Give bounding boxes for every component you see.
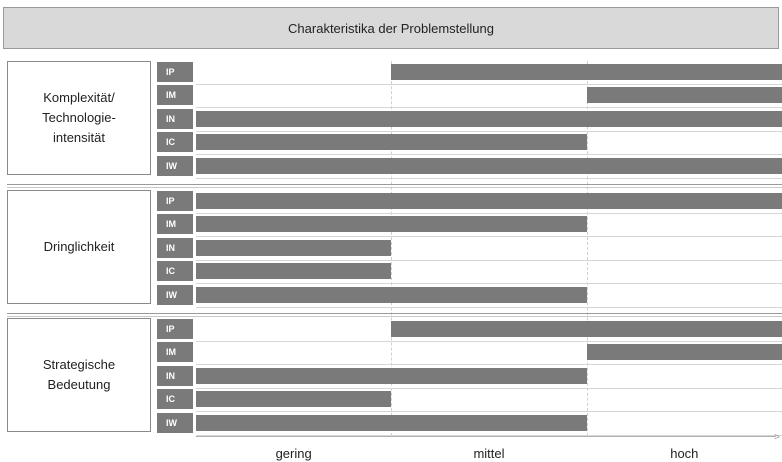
bar — [196, 240, 391, 256]
row-divider — [196, 107, 782, 108]
row-tag: IP — [157, 62, 193, 82]
bar — [196, 391, 391, 407]
row-tag: IW — [157, 285, 193, 305]
row-tag: IM — [157, 85, 193, 105]
row-divider — [196, 236, 782, 237]
group-separator — [7, 184, 782, 185]
row-tag: IP — [157, 191, 193, 211]
chart-title: Charakteristika der Problemstellung — [3, 7, 779, 49]
row-tag: IC — [157, 389, 193, 409]
group-separator — [7, 316, 782, 317]
row-divider — [196, 388, 782, 389]
group-label: Dringlichkeit — [7, 190, 151, 304]
bar — [196, 134, 587, 150]
row-divider — [196, 260, 782, 261]
row-tag: IP — [157, 319, 193, 339]
row-divider — [196, 283, 782, 284]
bar — [196, 415, 587, 431]
bar — [196, 368, 587, 384]
group-label: Strategische Bedeutung — [7, 318, 151, 432]
row-divider — [196, 341, 782, 342]
bar — [391, 321, 782, 337]
bar — [196, 216, 587, 232]
bar — [196, 111, 782, 127]
row-divider — [196, 131, 782, 132]
bar — [391, 64, 782, 80]
row-tag: IN — [157, 366, 193, 386]
group-label: Komplexität/ Technologie- intensität — [7, 61, 151, 175]
bar — [196, 263, 391, 279]
row-tag: IM — [157, 214, 193, 234]
row-divider — [196, 364, 782, 365]
group-separator — [7, 187, 782, 188]
row-tag: IN — [157, 109, 193, 129]
row-tag: IC — [157, 132, 193, 152]
row-divider — [196, 411, 782, 412]
axis-arrow-icon: > — [774, 432, 780, 443]
row-tag: IW — [157, 156, 193, 176]
bar — [196, 193, 782, 209]
x-tick-label: mittel — [473, 446, 505, 461]
x-tick-label: gering — [275, 446, 312, 461]
x-axis — [196, 436, 776, 437]
bar — [587, 344, 782, 360]
row-tag: IC — [157, 261, 193, 281]
row-tag: IW — [157, 413, 193, 433]
row-divider — [196, 84, 782, 85]
bar — [587, 87, 782, 103]
row-divider — [196, 213, 782, 214]
group-separator — [7, 313, 782, 314]
row-tag: IN — [157, 238, 193, 258]
row-tag: IM — [157, 342, 193, 362]
row-divider — [196, 178, 782, 179]
row-divider — [196, 154, 782, 155]
bar — [196, 158, 782, 174]
row-divider — [196, 307, 782, 308]
bar — [196, 287, 587, 303]
x-tick-label: hoch — [670, 446, 699, 461]
